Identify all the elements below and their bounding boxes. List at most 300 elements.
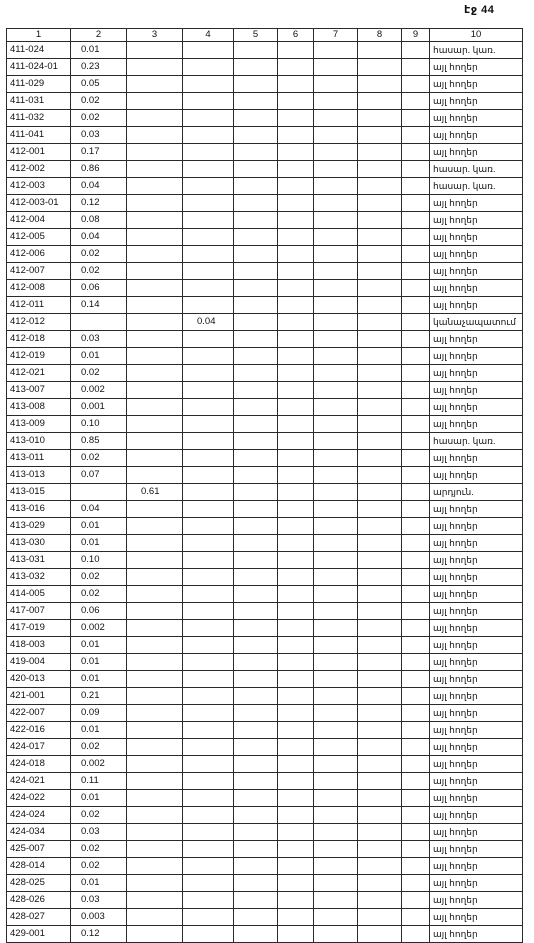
table-row xyxy=(7,790,523,807)
column-4-cell xyxy=(183,773,234,790)
column-9-cell xyxy=(402,331,430,348)
column-5-cell xyxy=(234,59,278,76)
area-cell: 0.01 xyxy=(71,722,127,739)
column-3-cell xyxy=(127,348,183,365)
column-6-cell xyxy=(278,671,314,688)
column-3-cell xyxy=(127,637,183,654)
area-cell: 0.06 xyxy=(71,603,127,620)
column-header: 7 xyxy=(314,29,358,42)
column-7-cell xyxy=(314,127,358,144)
column-3-cell xyxy=(127,705,183,722)
parcel-code-cell: 411-032 xyxy=(7,110,71,127)
column-3-cell xyxy=(127,365,183,382)
column-9-cell xyxy=(402,858,430,875)
column-8-cell xyxy=(358,399,402,416)
column-3-cell xyxy=(127,620,183,637)
column-4-cell xyxy=(183,433,234,450)
land-use-cell: այլ հողեր xyxy=(430,229,523,246)
column-3-cell xyxy=(127,773,183,790)
column-9-cell xyxy=(402,42,430,59)
column-4-cell xyxy=(183,331,234,348)
parcel-code-cell: 413-032 xyxy=(7,569,71,586)
column-8-cell xyxy=(358,824,402,841)
column-4-cell xyxy=(183,858,234,875)
parcel-code-cell: 413-011 xyxy=(7,450,71,467)
column-7-cell xyxy=(314,790,358,807)
column-3-cell xyxy=(127,314,183,331)
land-use-cell: այլ հողեր xyxy=(430,790,523,807)
column-8-cell xyxy=(358,144,402,161)
land-use-cell: արդյուն. xyxy=(430,484,523,501)
column-9-cell xyxy=(402,467,430,484)
column-3-cell xyxy=(127,909,183,926)
parcel-code-cell: 425-007 xyxy=(7,841,71,858)
area-cell: 0.05 xyxy=(71,76,127,93)
column-3-cell xyxy=(127,739,183,756)
column-8-cell xyxy=(358,518,402,535)
column-6-cell xyxy=(278,399,314,416)
column-5-cell xyxy=(234,263,278,280)
column-6-cell xyxy=(278,603,314,620)
area-cell: 0.12 xyxy=(71,926,127,943)
column-4-cell xyxy=(183,212,234,229)
column-8-cell xyxy=(358,365,402,382)
area-cell: 0.11 xyxy=(71,773,127,790)
column-4-cell xyxy=(183,603,234,620)
column-8-cell xyxy=(358,331,402,348)
land-use-cell: այլ հողեր xyxy=(430,59,523,76)
column-6-cell xyxy=(278,263,314,280)
land-use-cell: այլ հողեր xyxy=(430,535,523,552)
column-4-cell xyxy=(183,586,234,603)
column-4-cell xyxy=(183,841,234,858)
column-7-cell xyxy=(314,178,358,195)
column-4-cell xyxy=(183,178,234,195)
column-9-cell xyxy=(402,739,430,756)
column-4-cell xyxy=(183,518,234,535)
column-5-cell xyxy=(234,756,278,773)
column-5-cell xyxy=(234,42,278,59)
parcel-code-cell: 424-034 xyxy=(7,824,71,841)
column-6-cell xyxy=(278,637,314,654)
column-5-cell xyxy=(234,127,278,144)
column-8-cell xyxy=(358,756,402,773)
column-3-cell xyxy=(127,331,183,348)
column-9-cell xyxy=(402,688,430,705)
table-row xyxy=(7,586,523,603)
column-7-cell xyxy=(314,297,358,314)
column-9-cell xyxy=(402,909,430,926)
column-4-cell xyxy=(183,161,234,178)
column-5-cell xyxy=(234,280,278,297)
parcel-code-cell: 412-011 xyxy=(7,297,71,314)
column-3-cell xyxy=(127,280,183,297)
column-8-cell xyxy=(358,909,402,926)
column-7-cell xyxy=(314,739,358,756)
column-7-cell xyxy=(314,586,358,603)
column-9-cell xyxy=(402,637,430,654)
column-7-cell xyxy=(314,637,358,654)
area-cell: 0.10 xyxy=(71,416,127,433)
column-4-cell xyxy=(183,620,234,637)
land-use-cell: այլ հողեր xyxy=(430,518,523,535)
land-use-cell: այլ հողեր xyxy=(430,93,523,110)
land-use-cell: այլ հողեր xyxy=(430,416,523,433)
column-header: 8 xyxy=(358,29,402,42)
column-5-cell xyxy=(234,773,278,790)
table-row xyxy=(7,722,523,739)
parcel-code-cell: 428-027 xyxy=(7,909,71,926)
area-cell: 0.17 xyxy=(71,144,127,161)
column-9-cell xyxy=(402,518,430,535)
column-6-cell xyxy=(278,620,314,637)
column-7-cell xyxy=(314,671,358,688)
column-5-cell xyxy=(234,722,278,739)
table-row xyxy=(7,501,523,518)
parcel-code-cell: 428-025 xyxy=(7,875,71,892)
column-header: 4 xyxy=(183,29,234,42)
column-4-cell xyxy=(183,450,234,467)
area-cell: 0.01 xyxy=(71,348,127,365)
column-6-cell xyxy=(278,909,314,926)
land-use-cell: հասար. կառ. xyxy=(430,178,523,195)
column-3-cell xyxy=(127,144,183,161)
column-4-cell xyxy=(183,399,234,416)
area-cell: 0.01 xyxy=(71,671,127,688)
column-6-cell xyxy=(278,297,314,314)
area-cell: 0.02 xyxy=(71,841,127,858)
area-cell: 0.03 xyxy=(71,331,127,348)
parcel-code-cell: 428-014 xyxy=(7,858,71,875)
area-cell: 0.01 xyxy=(71,790,127,807)
column-header: 10 xyxy=(430,29,523,42)
column-4-cell xyxy=(183,144,234,161)
parcel-code-cell: 412-004 xyxy=(7,212,71,229)
area-cell: 0.02 xyxy=(71,246,127,263)
land-use-cell: այլ հողեր xyxy=(430,773,523,790)
column-6-cell xyxy=(278,331,314,348)
land-use-cell: այլ հողեր xyxy=(430,671,523,688)
land-use-cell: այլ հողեր xyxy=(430,841,523,858)
table-row xyxy=(7,212,523,229)
column-3-cell xyxy=(127,501,183,518)
column-6-cell xyxy=(278,144,314,161)
column-7-cell xyxy=(314,399,358,416)
column-5-cell xyxy=(234,484,278,501)
column-7-cell xyxy=(314,875,358,892)
column-5-cell xyxy=(234,365,278,382)
area-cell: 0.03 xyxy=(71,127,127,144)
column-6-cell xyxy=(278,195,314,212)
parcel-code-cell: 418-003 xyxy=(7,637,71,654)
column-9-cell xyxy=(402,280,430,297)
land-use-cell: այլ հողեր xyxy=(430,127,523,144)
area-cell: 0.002 xyxy=(71,756,127,773)
column-7-cell xyxy=(314,246,358,263)
parcel-code-cell: 412-008 xyxy=(7,280,71,297)
column-5-cell xyxy=(234,467,278,484)
column-9-cell xyxy=(402,365,430,382)
column-3-cell xyxy=(127,926,183,943)
land-use-cell: այլ հողեր xyxy=(430,76,523,93)
column-5-cell xyxy=(234,348,278,365)
parcel-code-cell: 422-016 xyxy=(7,722,71,739)
column-8-cell xyxy=(358,858,402,875)
area-cell: 0.003 xyxy=(71,909,127,926)
column-3-cell xyxy=(127,467,183,484)
column-8-cell xyxy=(358,688,402,705)
parcel-code-cell: 413-008 xyxy=(7,399,71,416)
column-3-cell xyxy=(127,76,183,93)
column-6-cell xyxy=(278,450,314,467)
land-use-cell: այլ հողեր xyxy=(430,467,523,484)
column-8-cell xyxy=(358,569,402,586)
table-row xyxy=(7,756,523,773)
column-9-cell xyxy=(402,382,430,399)
table-row xyxy=(7,297,523,314)
column-7-cell xyxy=(314,909,358,926)
column-4-cell xyxy=(183,790,234,807)
column-8-cell xyxy=(358,229,402,246)
column-7-cell xyxy=(314,314,358,331)
parcel-code-cell: 412-018 xyxy=(7,331,71,348)
column-7-cell xyxy=(314,467,358,484)
column-8-cell xyxy=(358,212,402,229)
column-5-cell xyxy=(234,807,278,824)
land-use-cell: այլ հողեր xyxy=(430,552,523,569)
area-cell: 0.08 xyxy=(71,212,127,229)
column-8-cell xyxy=(358,161,402,178)
area-cell: 0.02 xyxy=(71,586,127,603)
parcel-code-cell: 412-003 xyxy=(7,178,71,195)
column-5-cell xyxy=(234,637,278,654)
column-header: 3 xyxy=(127,29,183,42)
column-6-cell xyxy=(278,314,314,331)
column-6-cell xyxy=(278,756,314,773)
column-4-cell xyxy=(183,892,234,909)
table-row xyxy=(7,535,523,552)
area-cell: 0.02 xyxy=(71,858,127,875)
column-header-row xyxy=(7,29,523,42)
column-5-cell xyxy=(234,161,278,178)
column-7-cell xyxy=(314,331,358,348)
column-4-cell xyxy=(183,484,234,501)
column-5-cell xyxy=(234,314,278,331)
column-9-cell xyxy=(402,586,430,603)
column-6-cell xyxy=(278,246,314,263)
parcel-code-cell: 413-030 xyxy=(7,535,71,552)
column-9-cell xyxy=(402,416,430,433)
land-use-cell: այլ հողեր xyxy=(430,382,523,399)
land-use-cell: այլ հողեր xyxy=(430,892,523,909)
column-9-cell xyxy=(402,756,430,773)
column-9-cell xyxy=(402,841,430,858)
land-use-cell: այլ հողեր xyxy=(430,348,523,365)
column-header: 6 xyxy=(278,29,314,42)
column-5-cell xyxy=(234,76,278,93)
column-5-cell xyxy=(234,195,278,212)
parcel-code-cell: 411-024 xyxy=(7,42,71,59)
column-6-cell xyxy=(278,93,314,110)
column-6-cell xyxy=(278,501,314,518)
land-use-cell: այլ հողեր xyxy=(430,450,523,467)
table-row xyxy=(7,892,523,909)
column-8-cell xyxy=(358,127,402,144)
table-row xyxy=(7,518,523,535)
area-cell: 0.21 xyxy=(71,688,127,705)
column-6-cell xyxy=(278,416,314,433)
column-5-cell xyxy=(234,229,278,246)
column-6-cell xyxy=(278,365,314,382)
column-9-cell xyxy=(402,671,430,688)
column-8-cell xyxy=(358,382,402,399)
column-9-cell xyxy=(402,144,430,161)
column-3-cell xyxy=(127,433,183,450)
area-cell: 0.03 xyxy=(71,892,127,909)
land-use-cell: այլ հողեր xyxy=(430,620,523,637)
parcel-code-cell: 412-019 xyxy=(7,348,71,365)
land-parcel-table xyxy=(6,28,523,943)
column-9-cell xyxy=(402,926,430,943)
table-row xyxy=(7,875,523,892)
column-3-cell xyxy=(127,59,183,76)
column-3-cell xyxy=(127,654,183,671)
column-9-cell xyxy=(402,110,430,127)
column-7-cell xyxy=(314,807,358,824)
column-3-cell xyxy=(127,671,183,688)
area-cell: 0.23 xyxy=(71,59,127,76)
area-cell: 0.02 xyxy=(71,450,127,467)
column-4-cell xyxy=(183,76,234,93)
column-7-cell xyxy=(314,756,358,773)
table-row xyxy=(7,909,523,926)
table-row xyxy=(7,739,523,756)
column-8-cell xyxy=(358,671,402,688)
column-5-cell xyxy=(234,603,278,620)
column-7-cell xyxy=(314,110,358,127)
column-6-cell xyxy=(278,110,314,127)
land-use-cell: այլ հողեր xyxy=(430,705,523,722)
column-9-cell xyxy=(402,722,430,739)
table-row xyxy=(7,841,523,858)
table-row xyxy=(7,246,523,263)
land-use-cell: հասար. կառ. xyxy=(430,42,523,59)
column-5-cell xyxy=(234,841,278,858)
column-6-cell xyxy=(278,773,314,790)
column-3-cell: 0.61 xyxy=(127,484,183,501)
column-8-cell xyxy=(358,314,402,331)
table-body xyxy=(7,42,523,943)
area-cell: 0.04 xyxy=(71,178,127,195)
column-3-cell xyxy=(127,382,183,399)
column-8-cell xyxy=(358,246,402,263)
column-4-cell xyxy=(183,824,234,841)
column-5-cell xyxy=(234,875,278,892)
area-cell: 0.86 xyxy=(71,161,127,178)
table-row xyxy=(7,705,523,722)
column-4-cell xyxy=(183,926,234,943)
column-9-cell xyxy=(402,807,430,824)
column-5-cell xyxy=(234,858,278,875)
column-3-cell xyxy=(127,229,183,246)
parcel-code-cell: 419-004 xyxy=(7,654,71,671)
column-7-cell xyxy=(314,450,358,467)
column-6-cell xyxy=(278,382,314,399)
area-cell: 0.02 xyxy=(71,110,127,127)
land-use-cell: այլ հողեր xyxy=(430,807,523,824)
column-5-cell xyxy=(234,552,278,569)
column-6-cell xyxy=(278,518,314,535)
parcel-code-cell: 413-009 xyxy=(7,416,71,433)
column-6-cell xyxy=(278,229,314,246)
parcel-code-cell: 420-013 xyxy=(7,671,71,688)
column-7-cell xyxy=(314,416,358,433)
area-cell: 0.14 xyxy=(71,297,127,314)
column-7-cell xyxy=(314,382,358,399)
column-7-cell xyxy=(314,654,358,671)
column-header: 5 xyxy=(234,29,278,42)
column-4-cell xyxy=(183,569,234,586)
column-3-cell xyxy=(127,399,183,416)
column-8-cell xyxy=(358,416,402,433)
column-3-cell xyxy=(127,518,183,535)
column-5-cell xyxy=(234,705,278,722)
land-use-cell: այլ հողեր xyxy=(430,875,523,892)
land-use-cell: այլ հողեր xyxy=(430,195,523,212)
column-7-cell xyxy=(314,858,358,875)
column-4-cell xyxy=(183,416,234,433)
parcel-code-cell: 412-003-01 xyxy=(7,195,71,212)
table-row xyxy=(7,76,523,93)
column-6-cell xyxy=(278,552,314,569)
table-row xyxy=(7,365,523,382)
column-4-cell xyxy=(183,501,234,518)
area-cell: 0.001 xyxy=(71,399,127,416)
column-3-cell xyxy=(127,263,183,280)
column-3-cell xyxy=(127,178,183,195)
column-3-cell xyxy=(127,756,183,773)
column-7-cell xyxy=(314,620,358,637)
column-4-cell xyxy=(183,348,234,365)
land-use-cell: այլ հողեր xyxy=(430,246,523,263)
area-cell: 0.02 xyxy=(71,739,127,756)
area-cell: 0.02 xyxy=(71,569,127,586)
column-6-cell xyxy=(278,807,314,824)
column-4-cell xyxy=(183,756,234,773)
column-3-cell xyxy=(127,586,183,603)
column-header: 1 xyxy=(7,29,71,42)
column-header: 2 xyxy=(71,29,127,42)
land-use-cell: այլ հողեր xyxy=(430,399,523,416)
column-5-cell xyxy=(234,909,278,926)
parcel-code-cell: 412-006 xyxy=(7,246,71,263)
land-use-cell: այլ հողեր xyxy=(430,501,523,518)
parcel-code-cell: 429-001 xyxy=(7,926,71,943)
column-6-cell xyxy=(278,484,314,501)
column-7-cell xyxy=(314,433,358,450)
column-8-cell xyxy=(358,892,402,909)
table-row xyxy=(7,314,523,331)
table-row xyxy=(7,433,523,450)
column-3-cell xyxy=(127,824,183,841)
column-3-cell xyxy=(127,42,183,59)
column-8-cell xyxy=(358,841,402,858)
table-row xyxy=(7,858,523,875)
table-row xyxy=(7,569,523,586)
column-5-cell xyxy=(234,739,278,756)
column-7-cell xyxy=(314,59,358,76)
column-5-cell xyxy=(234,926,278,943)
